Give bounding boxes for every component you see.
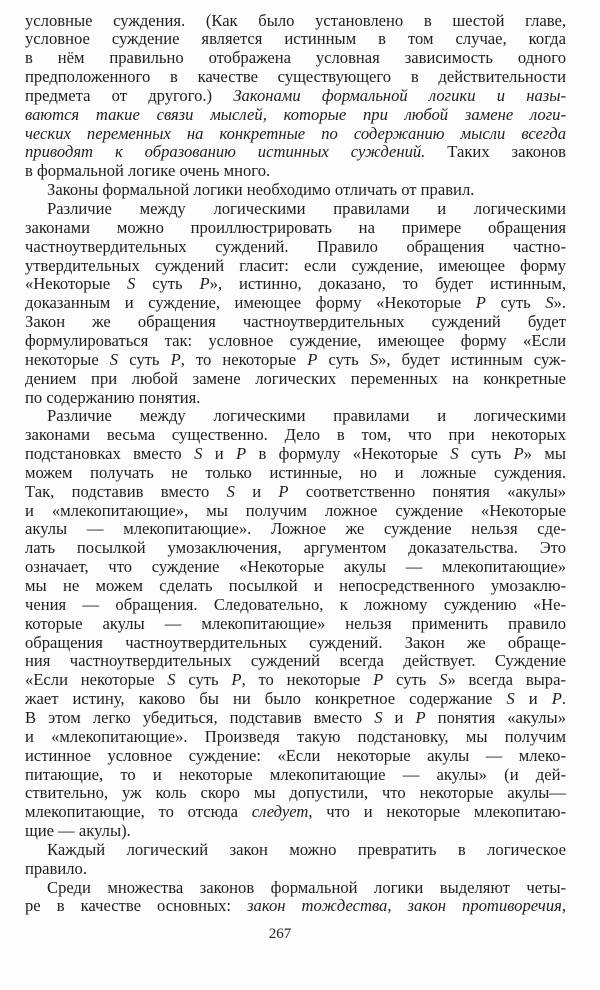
text-segment: Каждый логический закон можно превратить в логическое	[47, 839, 566, 859]
text-line	[25, 86, 566, 105]
text-line	[25, 765, 566, 784]
text-line	[25, 633, 566, 652]
text-segment: мы не можем сделать посылкой и непосредственного умозаклю-	[25, 576, 566, 595]
text-segment: подстановках вместо	[25, 444, 195, 464]
text-line	[25, 538, 566, 557]
text-line	[25, 444, 566, 463]
text-segment: доказанным и суждение, имеющее форму «Некоторые	[25, 293, 476, 313]
text-line	[25, 312, 566, 331]
text-line	[25, 161, 566, 180]
text-line	[47, 199, 566, 218]
text-line	[25, 11, 566, 30]
text-segment: ,	[561, 896, 567, 916]
text-segment: правило.	[25, 858, 87, 878]
italic-text: S	[127, 274, 136, 294]
text-segment: дением при любой замене логических переменных на конкретные	[25, 368, 566, 388]
text-segment: Таких законов	[425, 142, 566, 162]
text-segment: частноутвердительных суждений. Правило обращения частно-	[25, 236, 566, 256]
italic-text: S	[369, 349, 379, 369]
text-segment: в формальной логике очень много.	[25, 161, 271, 181]
italic-text: следует	[251, 802, 309, 822]
italic-text: P	[373, 670, 384, 690]
text-segment: некоторые	[25, 349, 110, 369]
italic-text: P	[307, 349, 318, 369]
italic-text: S	[374, 707, 383, 727]
text-line	[25, 501, 566, 520]
text-segment: и «млекопитающие». Произведя такую подстановку, мы получим	[25, 726, 566, 746]
text-line	[25, 425, 566, 444]
text-line	[47, 180, 566, 199]
text-segment: жает истину, каково бы ни было конкретное содержание	[25, 689, 507, 709]
text-segment: ре в качестве основных:	[25, 896, 248, 916]
text-line	[25, 802, 566, 821]
text-line	[25, 783, 566, 802]
text-line	[25, 482, 566, 501]
text-segment: законами весьма существенно. Дело в том, что при некоторых	[25, 425, 566, 445]
text-line	[25, 274, 566, 293]
text-segment: в нём правильно отображена условная зависимость одного	[25, 48, 566, 68]
italic-text: P	[231, 670, 242, 690]
text-segment: ,	[387, 896, 408, 916]
text-segment: и	[202, 444, 236, 464]
text-segment: Различие между логическими правилами и логическими	[47, 199, 566, 218]
text-segment: суть	[458, 444, 514, 464]
text-segment: ».	[553, 293, 566, 313]
text-segment: которые акулы — млекопитающие» нельзя применить правило	[25, 613, 566, 633]
italic-text: P	[513, 444, 524, 464]
text-segment: В этом легко убедиться, подставив вместо	[25, 707, 375, 727]
italic-text: S	[194, 444, 203, 464]
text-segment: «Некоторые	[25, 274, 128, 294]
text-line	[25, 614, 566, 633]
text-line	[25, 896, 566, 915]
text-segment: «Если некоторые	[25, 670, 168, 690]
text-line	[25, 67, 566, 86]
italic-text: S	[109, 349, 119, 369]
text-segment: лать посылкой умозаключения, аргументом доказательства. Это	[25, 538, 566, 558]
text-segment: чения — обращения. Следовательно, к ложному суждению «Не-	[25, 594, 566, 614]
text-segment: акулы — млекопитающие». Ложное же суждение нельзя сде-	[25, 519, 566, 539]
italic-text: ческих переменных на конкретные по содержанию мысли всегда	[25, 123, 566, 143]
text-line	[25, 670, 566, 689]
text-segment: суть	[485, 293, 546, 313]
text-segment: и	[234, 481, 279, 501]
text-line	[25, 105, 566, 124]
italic-text: закон тождества	[247, 896, 388, 916]
text-line	[25, 708, 566, 727]
text-segment: млекопитающие, то отсюда	[25, 802, 252, 822]
text-segment: , что и некоторые млекопитаю-	[308, 802, 566, 822]
italic-text: P	[235, 444, 247, 464]
text-segment: Различие между логическими правилами и логическими	[47, 406, 566, 426]
text-segment: , то некоторые	[180, 349, 308, 369]
text-line	[47, 878, 566, 897]
text-line	[25, 350, 566, 369]
text-segment: ствительно, уж коль скоро мы допустили, что некоторые акулы—	[25, 783, 566, 803]
italic-text: закон противоречия	[407, 896, 562, 916]
text-line	[25, 576, 566, 595]
italic-text: S	[506, 689, 515, 709]
text-line	[25, 859, 566, 878]
italic-text: S	[439, 670, 448, 690]
text-segment: питающие, то и некоторые млекопитающие — акулы» (и дей-	[25, 764, 566, 784]
text-line	[25, 124, 566, 143]
italic-text: S	[545, 293, 554, 313]
text-line	[25, 746, 566, 765]
text-line	[25, 237, 566, 256]
text-segment: и	[382, 707, 416, 727]
italic-text: P	[475, 293, 486, 313]
text-segment: можем получать не только истинные, но и ложные суждения.	[25, 462, 566, 482]
italic-text: S	[450, 444, 459, 464]
italic-text: S	[167, 670, 176, 690]
text-segment: предположенного в качестве существующего в действительности	[25, 67, 566, 87]
text-line	[25, 29, 566, 48]
text-segment: ния частноутвердительных суждений всегда действует. Суждение	[25, 651, 566, 671]
text-line	[47, 840, 566, 859]
italic-text: S	[226, 481, 235, 501]
text-segment: понятия «акулы»	[425, 707, 566, 727]
italic-text: ваются такие связи мыслей, которые при любой замене логи-	[25, 104, 566, 124]
text-segment: Так, подставив вместо	[25, 481, 227, 501]
text-segment: » мы	[523, 444, 566, 464]
italic-text: Законами формальной логики и назы-	[233, 85, 566, 105]
text-segment: суть	[118, 349, 171, 369]
italic-text: P	[278, 481, 289, 501]
text-line	[25, 821, 566, 840]
text-segment: » всегда выра-	[447, 670, 566, 690]
text-line	[25, 331, 566, 350]
text-segment: условные суждения. (Как было установлено в шестой главе,	[25, 10, 566, 30]
text-segment: суть	[317, 349, 370, 369]
text-segment: суть	[383, 670, 440, 690]
text-line	[25, 218, 566, 237]
italic-text: P	[170, 349, 181, 369]
text-line	[25, 651, 566, 670]
text-line	[25, 595, 566, 614]
text-segment: щие — акулы).	[25, 821, 131, 841]
text-segment: предмета от другого.)	[25, 85, 234, 105]
text-line	[25, 369, 566, 388]
text-segment: и	[514, 689, 552, 709]
text-segment: утвердительных суждений гласит: если суждение, имеющее форму	[25, 255, 566, 275]
text-line	[25, 689, 566, 708]
text-segment: означает, что суждение «Некоторые акулы — млекопитающие»	[25, 557, 566, 577]
text-segment: обращения частноутвердительных суждений. Закон же обраще-	[25, 632, 566, 652]
text-segment: формулироваться так: условное суждение, имеющее форму «Если	[25, 330, 566, 350]
text-line	[25, 293, 566, 312]
text-line	[25, 557, 566, 576]
text-segment: .	[561, 689, 566, 709]
text-segment: законами можно проиллюстрировать на примере обращения	[25, 217, 566, 237]
text-segment: суть	[135, 274, 200, 294]
text-segment: соответственно понятия «акулы»	[288, 481, 566, 501]
text-segment: в формулу «Некоторые	[246, 444, 451, 464]
text-segment: Среди множества законов формальной логики выделяют четы-	[47, 877, 566, 897]
page-number: 267	[268, 926, 292, 942]
text-line	[25, 727, 566, 746]
text-line	[25, 256, 566, 275]
text-line	[25, 142, 566, 161]
text-line	[25, 48, 566, 67]
text-line	[47, 406, 566, 425]
text-segment: Законы формальной логики необходимо отличать от правил.	[47, 180, 475, 200]
text-segment: , то некоторые	[241, 670, 374, 690]
text-segment: истинное условное суждение: «Если некоторые акулы — млеко-	[25, 745, 566, 765]
italic-text: P	[551, 689, 562, 709]
text-line	[25, 388, 566, 407]
text-segment: по содержанию понятия.	[25, 387, 201, 407]
italic-text: P	[415, 707, 426, 727]
italic-text: приводят к образованию истинных суждений.	[25, 142, 426, 162]
text-segment: суть	[175, 670, 232, 690]
text-segment: и «млекопитающие», мы получим ложное суждение «Некоторые	[25, 500, 566, 520]
text-line	[25, 519, 566, 538]
text-segment: », будет истинным суж-	[378, 349, 567, 369]
text-segment: Закон же обращения частноутвердительных суждений будет	[25, 312, 566, 332]
text-segment: условное суждение является истинным в том случае, когда	[25, 29, 566, 49]
text-segment: », истинно, доказано, то будет истинным,	[209, 274, 566, 294]
text-line	[25, 463, 566, 482]
italic-text: P	[199, 274, 210, 294]
